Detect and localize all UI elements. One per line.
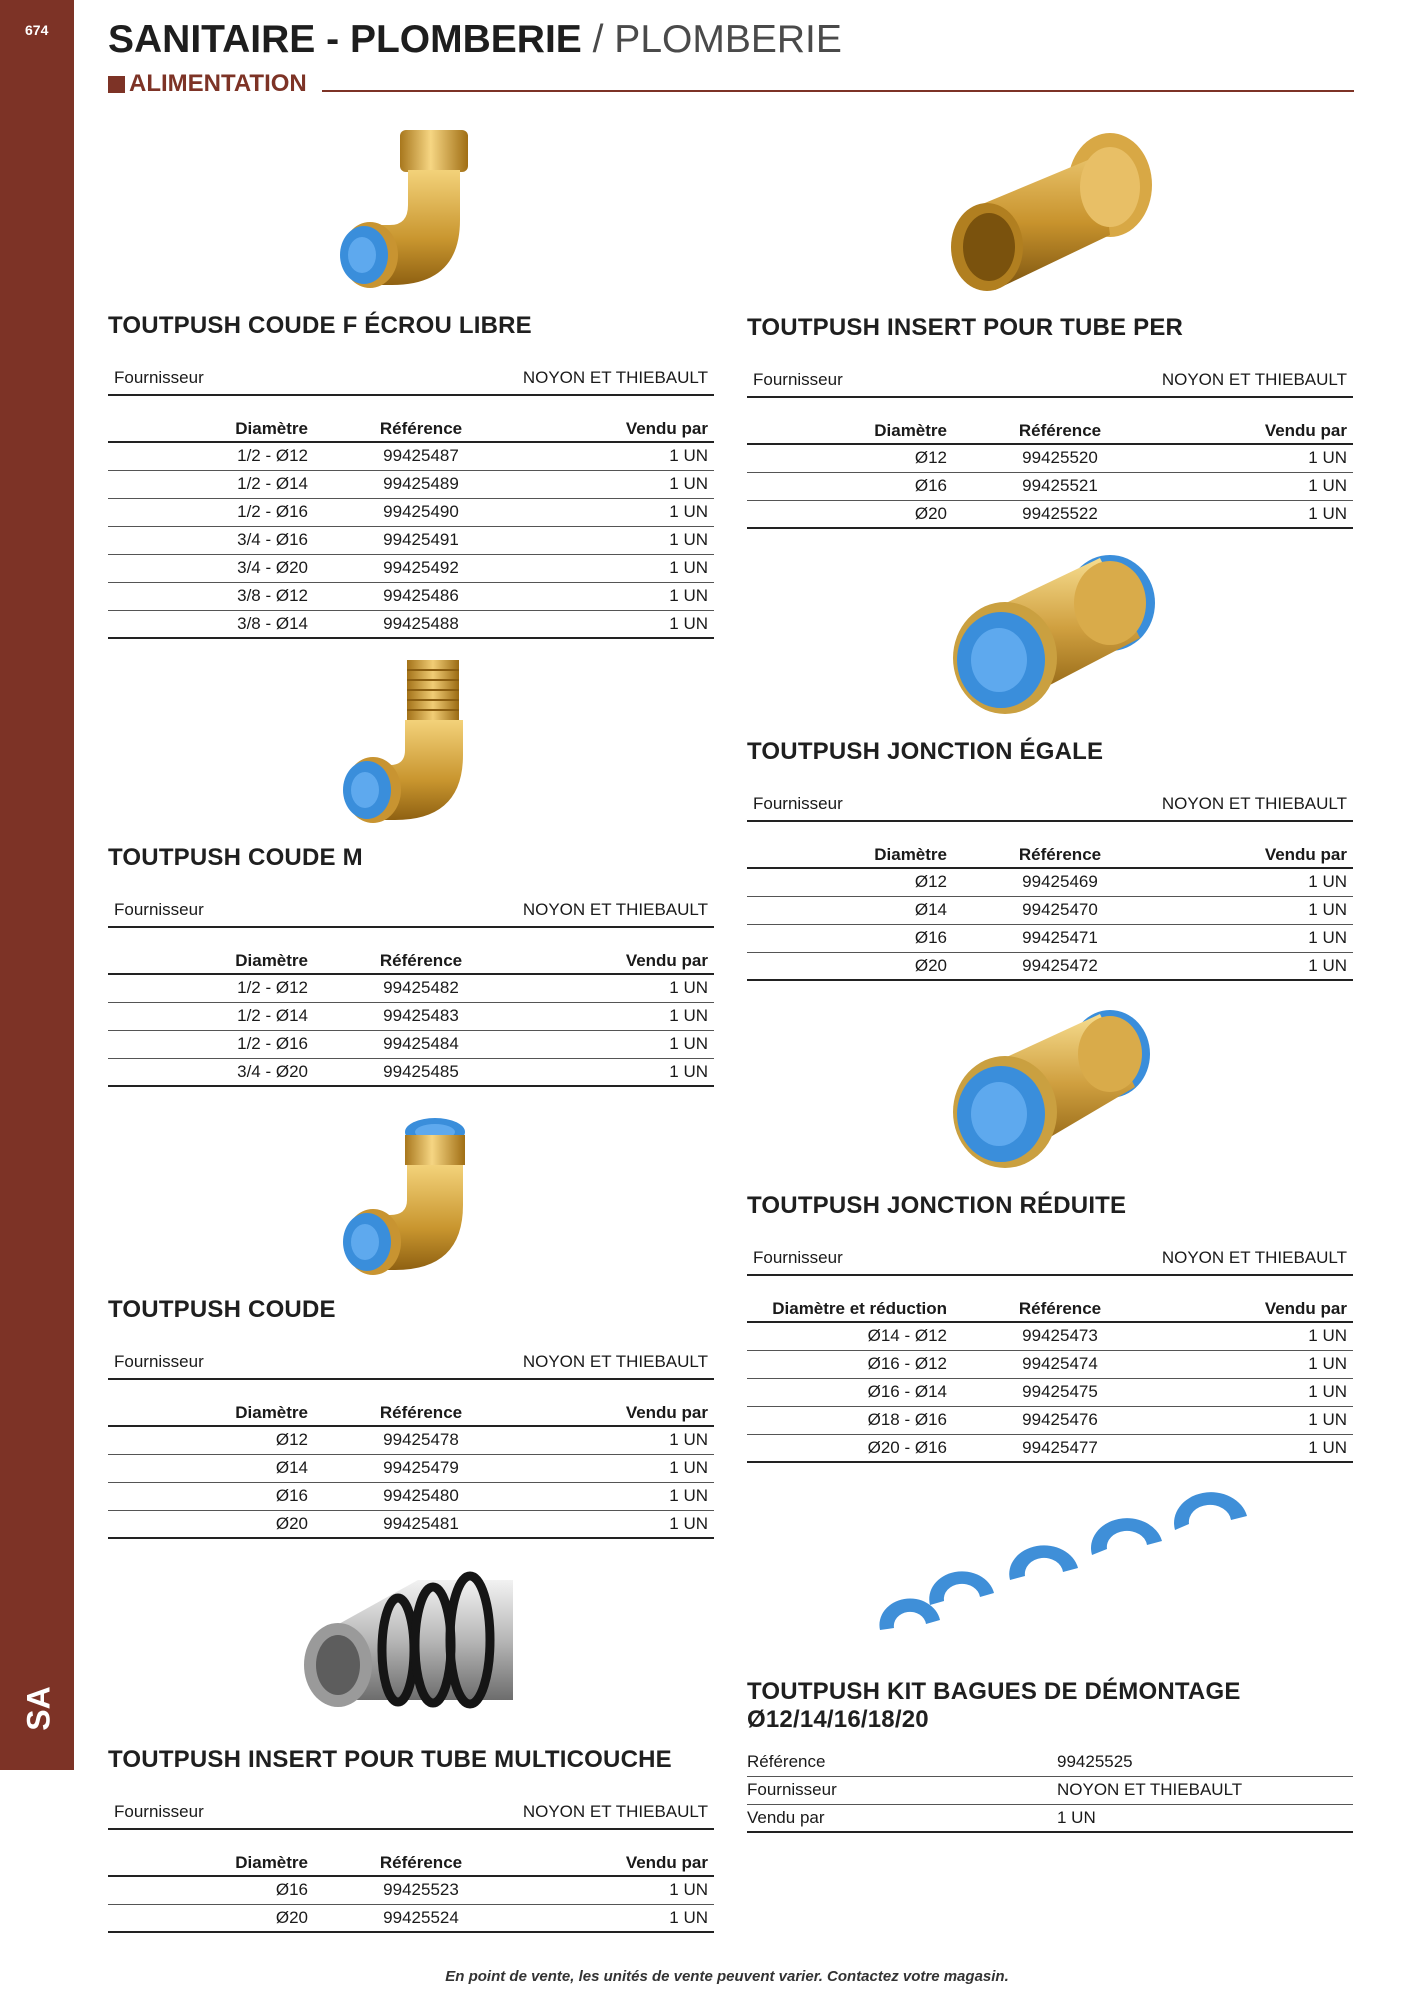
cell-vendu: 1 UN [1173, 1378, 1353, 1406]
supplier-row [747, 788, 1353, 822]
cell-vendu: 1 UN [534, 1876, 714, 1904]
table-row [108, 554, 714, 582]
col-reference: Référence [947, 414, 1173, 444]
cell-diametre: Ø20 [747, 500, 947, 528]
table-row [108, 1426, 714, 1454]
section-code: SA [20, 1686, 57, 1731]
supplier-value: NOYON ET THIEBAULT [1161, 1248, 1347, 1267]
jonction-egale-image [925, 548, 1175, 723]
table-row [108, 582, 714, 610]
cell-diametre: 3/8 - Ø12 [108, 582, 308, 610]
col-reference: Référence [308, 944, 534, 974]
cell-vendu: 1 UN [534, 1904, 714, 1932]
cell-reference: 99425485 [308, 1058, 534, 1086]
col-reference: Référence [947, 838, 1173, 868]
cell-vendu: 1 UN [1173, 1434, 1353, 1462]
supplier-label: Fournisseur [114, 368, 204, 387]
col-reference: Référence [947, 1292, 1173, 1322]
cell-reference: 99425524 [308, 1904, 534, 1932]
cell-value: NOYON ET THIEBAULT [1057, 1776, 1353, 1804]
table-row [108, 498, 714, 526]
cell-reference: 99425521 [947, 472, 1173, 500]
cell-reference: 99425488 [308, 610, 534, 638]
col-diametre: Diamètre [747, 414, 947, 444]
product-name: TOUTPUSH COUDE F ÉCROU LIBRE [108, 312, 532, 339]
cell-reference: 99425522 [947, 500, 1173, 528]
table-row [108, 1482, 714, 1510]
table-row [747, 1406, 1353, 1434]
table-row [747, 1804, 1353, 1832]
section-divider [322, 90, 1354, 92]
cell-reference: 99425476 [947, 1406, 1173, 1434]
cell-reference: 99425481 [308, 1510, 534, 1538]
cell-value: 99425525 [1057, 1748, 1353, 1776]
cell-reference: 99425477 [947, 1434, 1173, 1462]
table-row [747, 500, 1353, 528]
cell-vendu: 1 UN [1173, 924, 1353, 952]
supplier-label: Fournisseur [753, 1248, 843, 1267]
cell-diametre: Ø14 - Ø12 [747, 1322, 947, 1350]
coude-m-image [335, 655, 485, 830]
col-reference: Référence [308, 1846, 534, 1876]
cell-vendu: 1 UN [534, 526, 714, 554]
supplier-value: NOYON ET THIEBAULT [522, 1352, 708, 1371]
page-title [108, 18, 842, 62]
cell-vendu: 1 UN [534, 1510, 714, 1538]
cell-diametre: Ø12 [108, 1426, 308, 1454]
table-row [108, 974, 714, 1002]
supplier-row [108, 362, 714, 396]
kit-bagues-image [830, 1480, 1270, 1660]
cell-reference: 99425474 [947, 1350, 1173, 1378]
table-row [108, 1058, 714, 1086]
col-diametre: Diamètre [108, 412, 308, 442]
table-row [108, 442, 714, 470]
cell-reference: 99425489 [308, 470, 534, 498]
cell-vendu: 1 UN [534, 498, 714, 526]
cell-reference: 99425492 [308, 554, 534, 582]
table-row [108, 610, 714, 638]
table-row [747, 896, 1353, 924]
spec-table [747, 1292, 1353, 1463]
cell-diametre: Ø20 [108, 1904, 308, 1932]
cell-reference: 99425487 [308, 442, 534, 470]
table-row [747, 952, 1353, 980]
cell-vendu: 1 UN [534, 1030, 714, 1058]
col-reference: Référence [308, 412, 534, 442]
cell-diametre: 3/4 - Ø20 [108, 554, 308, 582]
table-row [747, 924, 1353, 952]
col-vendu-par: Vendu par [1173, 1292, 1353, 1322]
table-row [747, 868, 1353, 896]
cell-diametre: 1/2 - Ø16 [108, 498, 308, 526]
col-vendu-par: Vendu par [1173, 414, 1353, 444]
cell-reference: 99425475 [947, 1378, 1173, 1406]
cell-vendu: 1 UN [534, 1002, 714, 1030]
cell-diametre: Ø16 - Ø14 [747, 1378, 947, 1406]
col-diametre: Diamètre [108, 1846, 308, 1876]
section-label: ALIMENTATION [129, 70, 307, 97]
table-row [747, 1378, 1353, 1406]
supplier-label: Fournisseur [114, 1352, 204, 1371]
square-bullet-icon [108, 76, 125, 93]
cell-diametre: Ø16 [108, 1482, 308, 1510]
cell-diametre: 1/2 - Ø16 [108, 1030, 308, 1058]
cell-diametre: 1/2 - Ø12 [108, 442, 308, 470]
product-name-line1: TOUTPUSH KIT BAGUES DE DÉMONTAGE [747, 1678, 1241, 1705]
cell-diametre: Ø16 [747, 924, 947, 952]
cell-vendu: 1 UN [534, 582, 714, 610]
col-reference: Référence [308, 1396, 534, 1426]
cell-reference: 99425472 [947, 952, 1173, 980]
table-row [108, 1454, 714, 1482]
supplier-label: Fournisseur [114, 900, 204, 919]
table-row [108, 1876, 714, 1904]
cell-label: Fournisseur [747, 1776, 1057, 1804]
spec-table [108, 1846, 714, 1933]
table-row [108, 1904, 714, 1932]
col-vendu-par: Vendu par [534, 944, 714, 974]
cell-vendu: 1 UN [1173, 1322, 1353, 1350]
col-diametre: Diamètre [747, 838, 947, 868]
product-name: TOUTPUSH COUDE M [108, 844, 363, 871]
spec-table [108, 944, 714, 1087]
cell-reference: 99425484 [308, 1030, 534, 1058]
title-main: SANITAIRE - PLOMBERIE [108, 18, 582, 61]
cell-vendu: 1 UN [1173, 472, 1353, 500]
product-name: TOUTPUSH INSERT POUR TUBE MULTICOUCHE [108, 1746, 672, 1773]
footer-note: En point de vente, les unités de vente peuvent varier. Contactez votre magasin. [445, 1968, 1009, 1985]
jonction-reduite-image [925, 1002, 1175, 1177]
product-name: TOUTPUSH JONCTION ÉGALE [747, 738, 1104, 765]
spec-table [747, 838, 1353, 981]
col-diametre: Diamètre [108, 1396, 308, 1426]
cell-diametre: Ø16 [747, 472, 947, 500]
cell-diametre: 1/2 - Ø14 [108, 470, 308, 498]
cell-reference: 99425523 [308, 1876, 534, 1904]
spec-table [108, 412, 714, 639]
table-row [747, 1776, 1353, 1804]
col-vendu-par: Vendu par [534, 1846, 714, 1876]
cell-label: Référence [747, 1748, 1057, 1776]
cell-reference: 99425480 [308, 1482, 534, 1510]
cell-vendu: 1 UN [1173, 500, 1353, 528]
coude-image [335, 1110, 485, 1285]
cell-diametre: Ø12 [747, 444, 947, 472]
supplier-value: NOYON ET THIEBAULT [522, 368, 708, 387]
cell-diametre: Ø16 [108, 1876, 308, 1904]
supplier-value: NOYON ET THIEBAULT [522, 900, 708, 919]
cell-value: 1 UN [1057, 1804, 1353, 1832]
cell-vendu: 1 UN [534, 470, 714, 498]
cell-diametre: Ø18 - Ø16 [747, 1406, 947, 1434]
table-row [747, 472, 1353, 500]
cell-label: Vendu par [747, 1804, 1057, 1832]
cell-vendu: 1 UN [1173, 868, 1353, 896]
table-row [747, 1748, 1353, 1776]
cell-diametre: Ø20 - Ø16 [747, 1434, 947, 1462]
table-row [108, 1510, 714, 1538]
cell-vendu: 1 UN [534, 610, 714, 638]
coude-f-image [330, 125, 500, 300]
spec-table [747, 414, 1353, 529]
cell-reference: 99425486 [308, 582, 534, 610]
cell-reference: 99425469 [947, 868, 1173, 896]
cell-diametre: 1/2 - Ø14 [108, 1002, 308, 1030]
product-name: TOUTPUSH COUDE [108, 1296, 336, 1323]
cell-diametre: Ø14 [108, 1454, 308, 1482]
title-sub: / PLOMBERIE [592, 18, 842, 61]
cell-vendu: 1 UN [1173, 1406, 1353, 1434]
product-name-line2: Ø12/14/16/18/20 [747, 1706, 929, 1733]
supplier-label: Fournisseur [753, 370, 843, 389]
cell-diametre: 3/4 - Ø16 [108, 526, 308, 554]
table-row [108, 1002, 714, 1030]
supplier-label: Fournisseur [114, 1802, 204, 1821]
product-name: TOUTPUSH INSERT POUR TUBE PER [747, 314, 1184, 341]
supplier-row [108, 894, 714, 928]
section-heading [108, 70, 307, 98]
table-row [747, 444, 1353, 472]
cell-diametre: Ø20 [747, 952, 947, 980]
table-row [747, 1322, 1353, 1350]
supplier-value: NOYON ET THIEBAULT [1161, 794, 1347, 813]
cell-diametre: Ø16 - Ø12 [747, 1350, 947, 1378]
cell-vendu: 1 UN [1173, 952, 1353, 980]
insert-per-image [935, 125, 1165, 305]
cell-reference: 99425478 [308, 1426, 534, 1454]
cell-vendu: 1 UN [534, 974, 714, 1002]
cell-reference: 99425473 [947, 1322, 1173, 1350]
cell-reference: 99425470 [947, 896, 1173, 924]
cell-diametre: Ø20 [108, 1510, 308, 1538]
table-row [747, 1350, 1353, 1378]
table-row [108, 1030, 714, 1058]
cell-reference: 99425520 [947, 444, 1173, 472]
supplier-row [747, 364, 1353, 398]
kit-spec-table [747, 1748, 1353, 1833]
cell-vendu: 1 UN [534, 1482, 714, 1510]
col-vendu-par: Vendu par [1173, 838, 1353, 868]
cell-vendu: 1 UN [534, 1454, 714, 1482]
spec-table [108, 1396, 714, 1539]
cell-diametre: Ø14 [747, 896, 947, 924]
table-row [108, 526, 714, 554]
cell-vendu: 1 UN [534, 554, 714, 582]
col-diametre: Diamètre [108, 944, 308, 974]
product-name: TOUTPUSH JONCTION RÉDUITE [747, 1192, 1127, 1219]
cell-vendu: 1 UN [534, 1426, 714, 1454]
cell-diametre: 1/2 - Ø12 [108, 974, 308, 1002]
cell-vendu: 1 UN [1173, 1350, 1353, 1378]
cell-diametre: 3/8 - Ø14 [108, 610, 308, 638]
cell-diametre: 3/4 - Ø20 [108, 1058, 308, 1086]
table-row [108, 470, 714, 498]
cell-diametre: Ø12 [747, 868, 947, 896]
supplier-row [747, 1242, 1353, 1276]
cell-reference: 99425483 [308, 1002, 534, 1030]
cell-vendu: 1 UN [1173, 896, 1353, 924]
table-row [747, 1434, 1353, 1462]
supplier-row [108, 1346, 714, 1380]
supplier-label: Fournisseur [753, 794, 843, 813]
cell-reference: 99425491 [308, 526, 534, 554]
cell-vendu: 1 UN [534, 442, 714, 470]
cell-reference: 99425482 [308, 974, 534, 1002]
side-bar [0, 0, 74, 1770]
col-vendu-par: Vendu par [534, 1396, 714, 1426]
cell-reference: 99425479 [308, 1454, 534, 1482]
insert-multicouche-image [298, 1560, 528, 1730]
col-diametre-reduction: Diamètre et réduction [747, 1292, 947, 1322]
cell-reference: 99425471 [947, 924, 1173, 952]
col-vendu-par: Vendu par [534, 412, 714, 442]
supplier-value: NOYON ET THIEBAULT [522, 1802, 708, 1821]
supplier-value: NOYON ET THIEBAULT [1161, 370, 1347, 389]
cell-vendu: 1 UN [1173, 444, 1353, 472]
cell-vendu: 1 UN [534, 1058, 714, 1086]
cell-reference: 99425490 [308, 498, 534, 526]
supplier-row [108, 1796, 714, 1830]
page-number: 674 [25, 22, 49, 38]
